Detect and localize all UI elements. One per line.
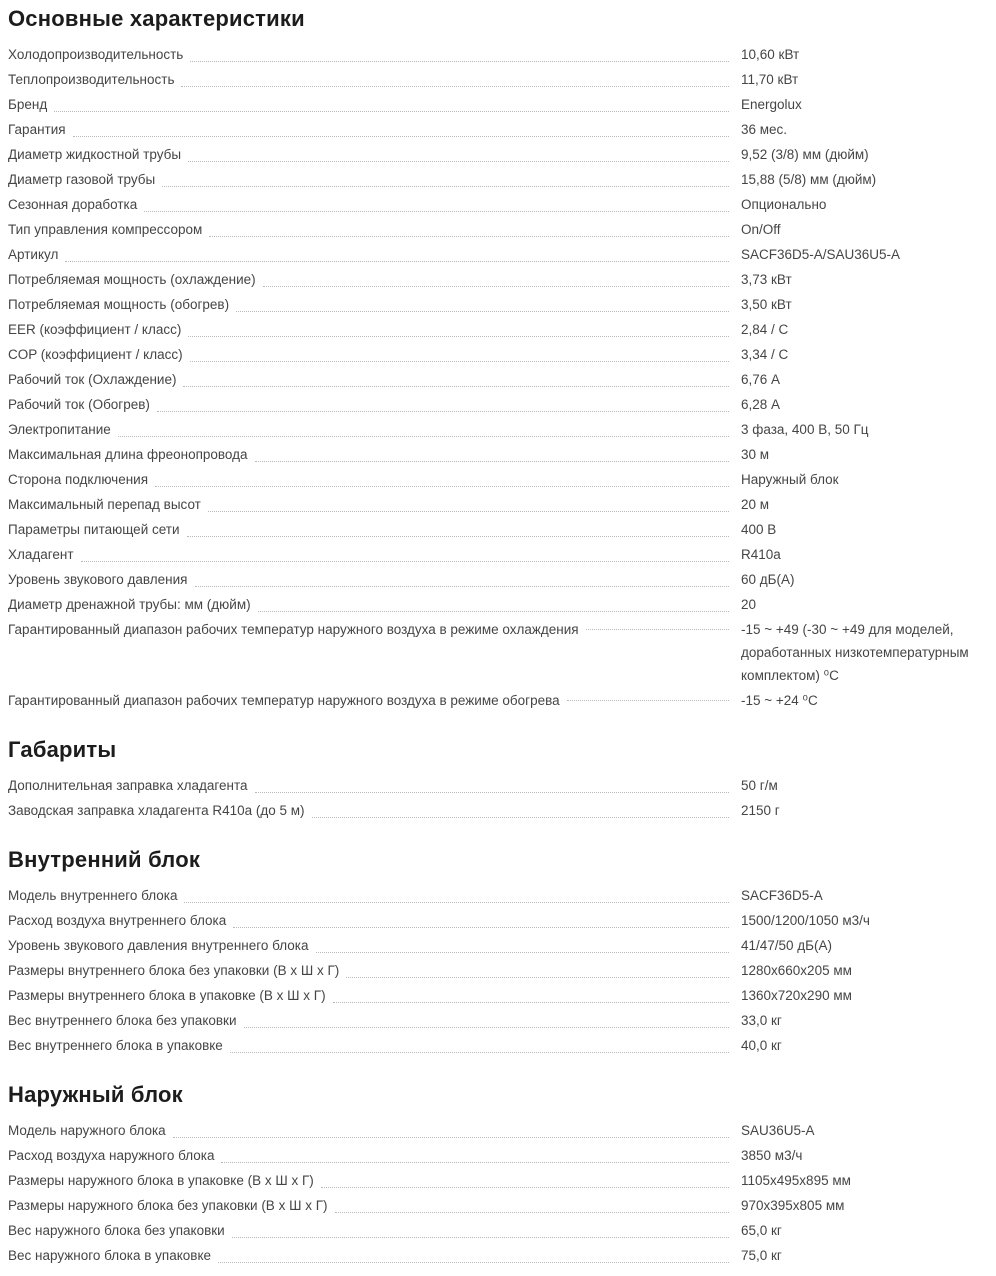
dotted-leader bbox=[184, 902, 729, 903]
spec-row bbox=[8, 317, 996, 342]
spec-label: Уровень звукового давления внутреннего блока bbox=[8, 938, 309, 953]
spec-label: Расход воздуха наружного блока bbox=[8, 1148, 215, 1163]
dotted-leader bbox=[195, 586, 730, 587]
spec-row bbox=[8, 1008, 996, 1033]
spec-label: Сторона подключения bbox=[8, 472, 149, 487]
spec-value: 2,84 / C bbox=[741, 322, 789, 337]
spec-row bbox=[8, 517, 996, 542]
spec-section-outdoor-unit bbox=[8, 1082, 996, 1268]
spec-row bbox=[8, 958, 996, 983]
dotted-leader bbox=[586, 629, 729, 630]
dotted-leader bbox=[190, 61, 729, 62]
dotted-leader bbox=[173, 1137, 729, 1138]
dotted-leader bbox=[335, 1212, 730, 1213]
spec-value: 970х395х805 мм bbox=[741, 1198, 845, 1213]
spec-value: 3,50 кВт bbox=[741, 297, 792, 312]
spec-row bbox=[8, 592, 996, 617]
spec-row bbox=[8, 1243, 996, 1268]
section-title-indoor-unit: Внутренний блок bbox=[8, 847, 201, 872]
spec-row bbox=[8, 442, 996, 467]
dotted-leader bbox=[263, 286, 729, 287]
dotted-leader bbox=[321, 1187, 729, 1188]
spec-label: Размеры наружного блока без упаковки (В х Ш х Г) bbox=[8, 1198, 328, 1213]
dotted-leader bbox=[208, 511, 729, 512]
spec-row bbox=[8, 167, 996, 192]
spec-value: 33,0 кг bbox=[741, 1013, 782, 1028]
spec-label: Размеры внутреннего блока в упаковке (В х Ш х Г) bbox=[8, 988, 326, 1003]
section-title-dimensions: Габариты bbox=[8, 737, 117, 762]
spec-value: 3 фаза, 400 В, 50 Гц bbox=[741, 422, 869, 437]
spec-label: Хладагент bbox=[8, 547, 74, 562]
dotted-leader bbox=[221, 1162, 729, 1163]
spec-label: Холодопроизводительность bbox=[8, 47, 184, 62]
spec-label: Теплопроизводительность bbox=[8, 72, 175, 87]
spec-label: Гарантированный диапазон рабочих температур наружного воздуха в режиме обогрева bbox=[8, 693, 560, 708]
spec-label: Рабочий ток (Охлаждение) bbox=[8, 372, 177, 387]
spec-row bbox=[8, 242, 996, 267]
spec-row bbox=[8, 67, 996, 92]
spec-value: 30 м bbox=[741, 447, 770, 462]
spec-value: 20 м bbox=[741, 497, 770, 512]
spec-label: Максимальный перепад высот bbox=[8, 497, 201, 512]
dotted-leader bbox=[232, 1237, 729, 1238]
spec-row bbox=[8, 933, 996, 958]
section-title-outdoor-unit: Наружный блок bbox=[8, 1082, 183, 1107]
dotted-leader bbox=[218, 1262, 729, 1263]
spec-value: 3850 м3/ч bbox=[741, 1148, 803, 1163]
spec-label: Уровень звукового давления bbox=[8, 572, 188, 587]
spec-row bbox=[8, 1033, 996, 1058]
spec-label: Вес наружного блока в упаковке bbox=[8, 1248, 212, 1263]
dotted-leader bbox=[54, 111, 729, 112]
spec-row bbox=[8, 467, 996, 492]
spec-value: 400 В bbox=[741, 522, 777, 537]
dotted-leader bbox=[236, 311, 729, 312]
dotted-leader bbox=[244, 1027, 729, 1028]
dotted-leader bbox=[258, 611, 729, 612]
dotted-leader bbox=[567, 700, 729, 701]
spec-value: 40,0 кг bbox=[741, 1038, 782, 1053]
spec-value: 2150 г bbox=[741, 803, 780, 818]
spec-value: 11,70 кВт bbox=[741, 72, 799, 87]
spec-value: 75,0 кг bbox=[741, 1248, 782, 1263]
dotted-leader bbox=[187, 536, 729, 537]
spec-row bbox=[8, 1193, 996, 1218]
spec-section-indoor-unit bbox=[8, 847, 996, 1058]
spec-label: Максимальная длина фреонопровода bbox=[8, 447, 248, 462]
spec-row bbox=[8, 542, 996, 567]
spec-row bbox=[8, 117, 996, 142]
spec-label: Заводская заправка хладагента R410a (до 5 м) bbox=[8, 803, 305, 818]
spec-value: 1280х660х205 мм bbox=[741, 963, 852, 978]
spec-row bbox=[8, 367, 996, 392]
spec-value: 65,0 кг bbox=[741, 1223, 782, 1238]
spec-row bbox=[8, 192, 996, 217]
spec-value: 6,28 А bbox=[741, 397, 781, 412]
spec-label: Рабочий ток (Обогрев) bbox=[8, 397, 150, 412]
spec-label: Параметры питающей сети bbox=[8, 522, 180, 537]
spec-value: 3,34 / C bbox=[741, 347, 789, 362]
dotted-leader bbox=[333, 1002, 729, 1003]
spec-value: -15 ~ +24 ⁰С bbox=[741, 693, 818, 708]
dotted-leader bbox=[155, 486, 729, 487]
spec-row bbox=[8, 798, 996, 823]
spec-value: 15,88 (5/8) мм (дюйм) bbox=[741, 172, 877, 187]
dotted-leader bbox=[157, 411, 729, 412]
spec-label: Гарантия bbox=[8, 122, 66, 137]
spec-row bbox=[8, 617, 996, 688]
dotted-leader bbox=[255, 792, 729, 793]
spec-value: 20 bbox=[741, 597, 757, 612]
dotted-leader bbox=[181, 86, 729, 87]
spec-row bbox=[8, 217, 996, 242]
spec-value: 9,52 (3/8) мм (дюйм) bbox=[741, 147, 869, 162]
spec-label: Гарантированный диапазон рабочих температур наружного воздуха в режиме охлаждения bbox=[8, 622, 579, 637]
spec-value: 41/47/50 дБ(А) bbox=[741, 938, 833, 953]
spec-label: Тип управления компрессором bbox=[8, 222, 203, 237]
spec-value: Опционально bbox=[741, 197, 827, 212]
spec-value: SACF36D5-A/SAU36U5-A bbox=[741, 247, 901, 262]
spec-row bbox=[8, 908, 996, 933]
spec-row bbox=[8, 1143, 996, 1168]
dotted-leader bbox=[312, 817, 729, 818]
dotted-leader bbox=[316, 952, 730, 953]
spec-value: R410a bbox=[741, 547, 781, 562]
dotted-leader bbox=[183, 386, 729, 387]
spec-label: Размеры наружного блока в упаковке (В х Ш х Г) bbox=[8, 1173, 314, 1188]
spec-row bbox=[8, 142, 996, 167]
spec-row bbox=[8, 883, 996, 908]
spec-label: Размеры внутреннего блока без упаковки (В х Ш х Г) bbox=[8, 963, 340, 978]
product-specs-page bbox=[8, 6, 996, 1268]
spec-value: 1360х720х290 мм bbox=[741, 988, 852, 1003]
dotted-leader bbox=[188, 161, 729, 162]
spec-label: Вес наружного блока без упаковки bbox=[8, 1223, 225, 1238]
dotted-leader bbox=[81, 561, 729, 562]
dotted-leader bbox=[209, 236, 729, 237]
spec-value: Наружный блок bbox=[741, 472, 839, 487]
spec-section-dimensions bbox=[8, 737, 996, 823]
spec-value: 50 г/м bbox=[741, 778, 778, 793]
spec-value: 1105х495х895 мм bbox=[741, 1173, 851, 1188]
spec-value: 1500/1200/1050 м3/ч bbox=[741, 913, 870, 928]
spec-sections-container bbox=[8, 6, 996, 1268]
dotted-leader bbox=[190, 361, 729, 362]
spec-row bbox=[8, 492, 996, 517]
spec-value: 60 дБ(А) bbox=[741, 572, 795, 587]
spec-label: Расход воздуха внутреннего блока bbox=[8, 913, 227, 928]
spec-label: Модель внутреннего блока bbox=[8, 888, 178, 903]
spec-row bbox=[8, 42, 996, 67]
spec-label: Артикул bbox=[8, 247, 59, 262]
spec-value: Energolux bbox=[741, 97, 802, 112]
spec-section-main-characteristics bbox=[8, 6, 996, 713]
spec-label: COP (коэффициент / класс) bbox=[8, 347, 183, 362]
spec-value: SACF36D5-A bbox=[741, 888, 823, 903]
spec-label: EER (коэффициент / класс) bbox=[8, 322, 182, 337]
spec-row bbox=[8, 342, 996, 367]
spec-row bbox=[8, 1118, 996, 1143]
dotted-leader bbox=[162, 186, 729, 187]
spec-label: Дополнительная заправка хладагента bbox=[8, 778, 248, 793]
spec-label: Потребляемая мощность (охлаждение) bbox=[8, 272, 256, 287]
dotted-leader bbox=[65, 261, 729, 262]
spec-label: Диаметр газовой трубы bbox=[8, 172, 156, 187]
dotted-leader bbox=[144, 211, 729, 212]
spec-row bbox=[8, 688, 996, 713]
spec-row bbox=[8, 567, 996, 592]
spec-row bbox=[8, 292, 996, 317]
dotted-leader bbox=[233, 927, 729, 928]
spec-label: Бренд bbox=[8, 97, 48, 112]
spec-row bbox=[8, 417, 996, 442]
spec-value: 10,60 кВт bbox=[741, 47, 800, 62]
spec-label: Вес внутреннего блока в упаковке bbox=[8, 1038, 223, 1053]
spec-label: Потребляемая мощность (обогрев) bbox=[8, 297, 230, 312]
spec-row bbox=[8, 773, 996, 798]
dotted-leader bbox=[255, 461, 729, 462]
spec-value: 3,73 кВт bbox=[741, 272, 792, 287]
spec-row bbox=[8, 267, 996, 292]
spec-row bbox=[8, 92, 996, 117]
dotted-leader bbox=[73, 136, 729, 137]
spec-label: Модель наружного блока bbox=[8, 1123, 166, 1138]
spec-label: Диаметр жидкостной трубы bbox=[8, 147, 182, 162]
spec-label: Электропитание bbox=[8, 422, 111, 437]
spec-label: Диаметр дренажной трубы: мм (дюйм) bbox=[8, 597, 251, 612]
spec-value: On/Off bbox=[741, 222, 781, 237]
spec-row bbox=[8, 1168, 996, 1193]
spec-value: 6,76 А bbox=[741, 372, 781, 387]
spec-value: SAU36U5-A bbox=[741, 1123, 815, 1138]
dotted-leader bbox=[188, 336, 729, 337]
spec-label: Вес внутреннего блока без упаковки bbox=[8, 1013, 237, 1028]
dotted-leader bbox=[346, 977, 729, 978]
spec-value: -15 ~ +49 (-30 ~ +49 для моделей, доработанных низкотемпературным комплектом) ⁰С bbox=[741, 622, 969, 683]
dotted-leader bbox=[230, 1052, 729, 1053]
spec-value: 36 мес. bbox=[741, 122, 788, 137]
spec-row bbox=[8, 983, 996, 1008]
spec-label: Сезонная доработка bbox=[8, 197, 138, 212]
spec-row bbox=[8, 392, 996, 417]
section-title-main-characteristics: Основные характеристики bbox=[8, 6, 305, 31]
dotted-leader bbox=[118, 436, 729, 437]
